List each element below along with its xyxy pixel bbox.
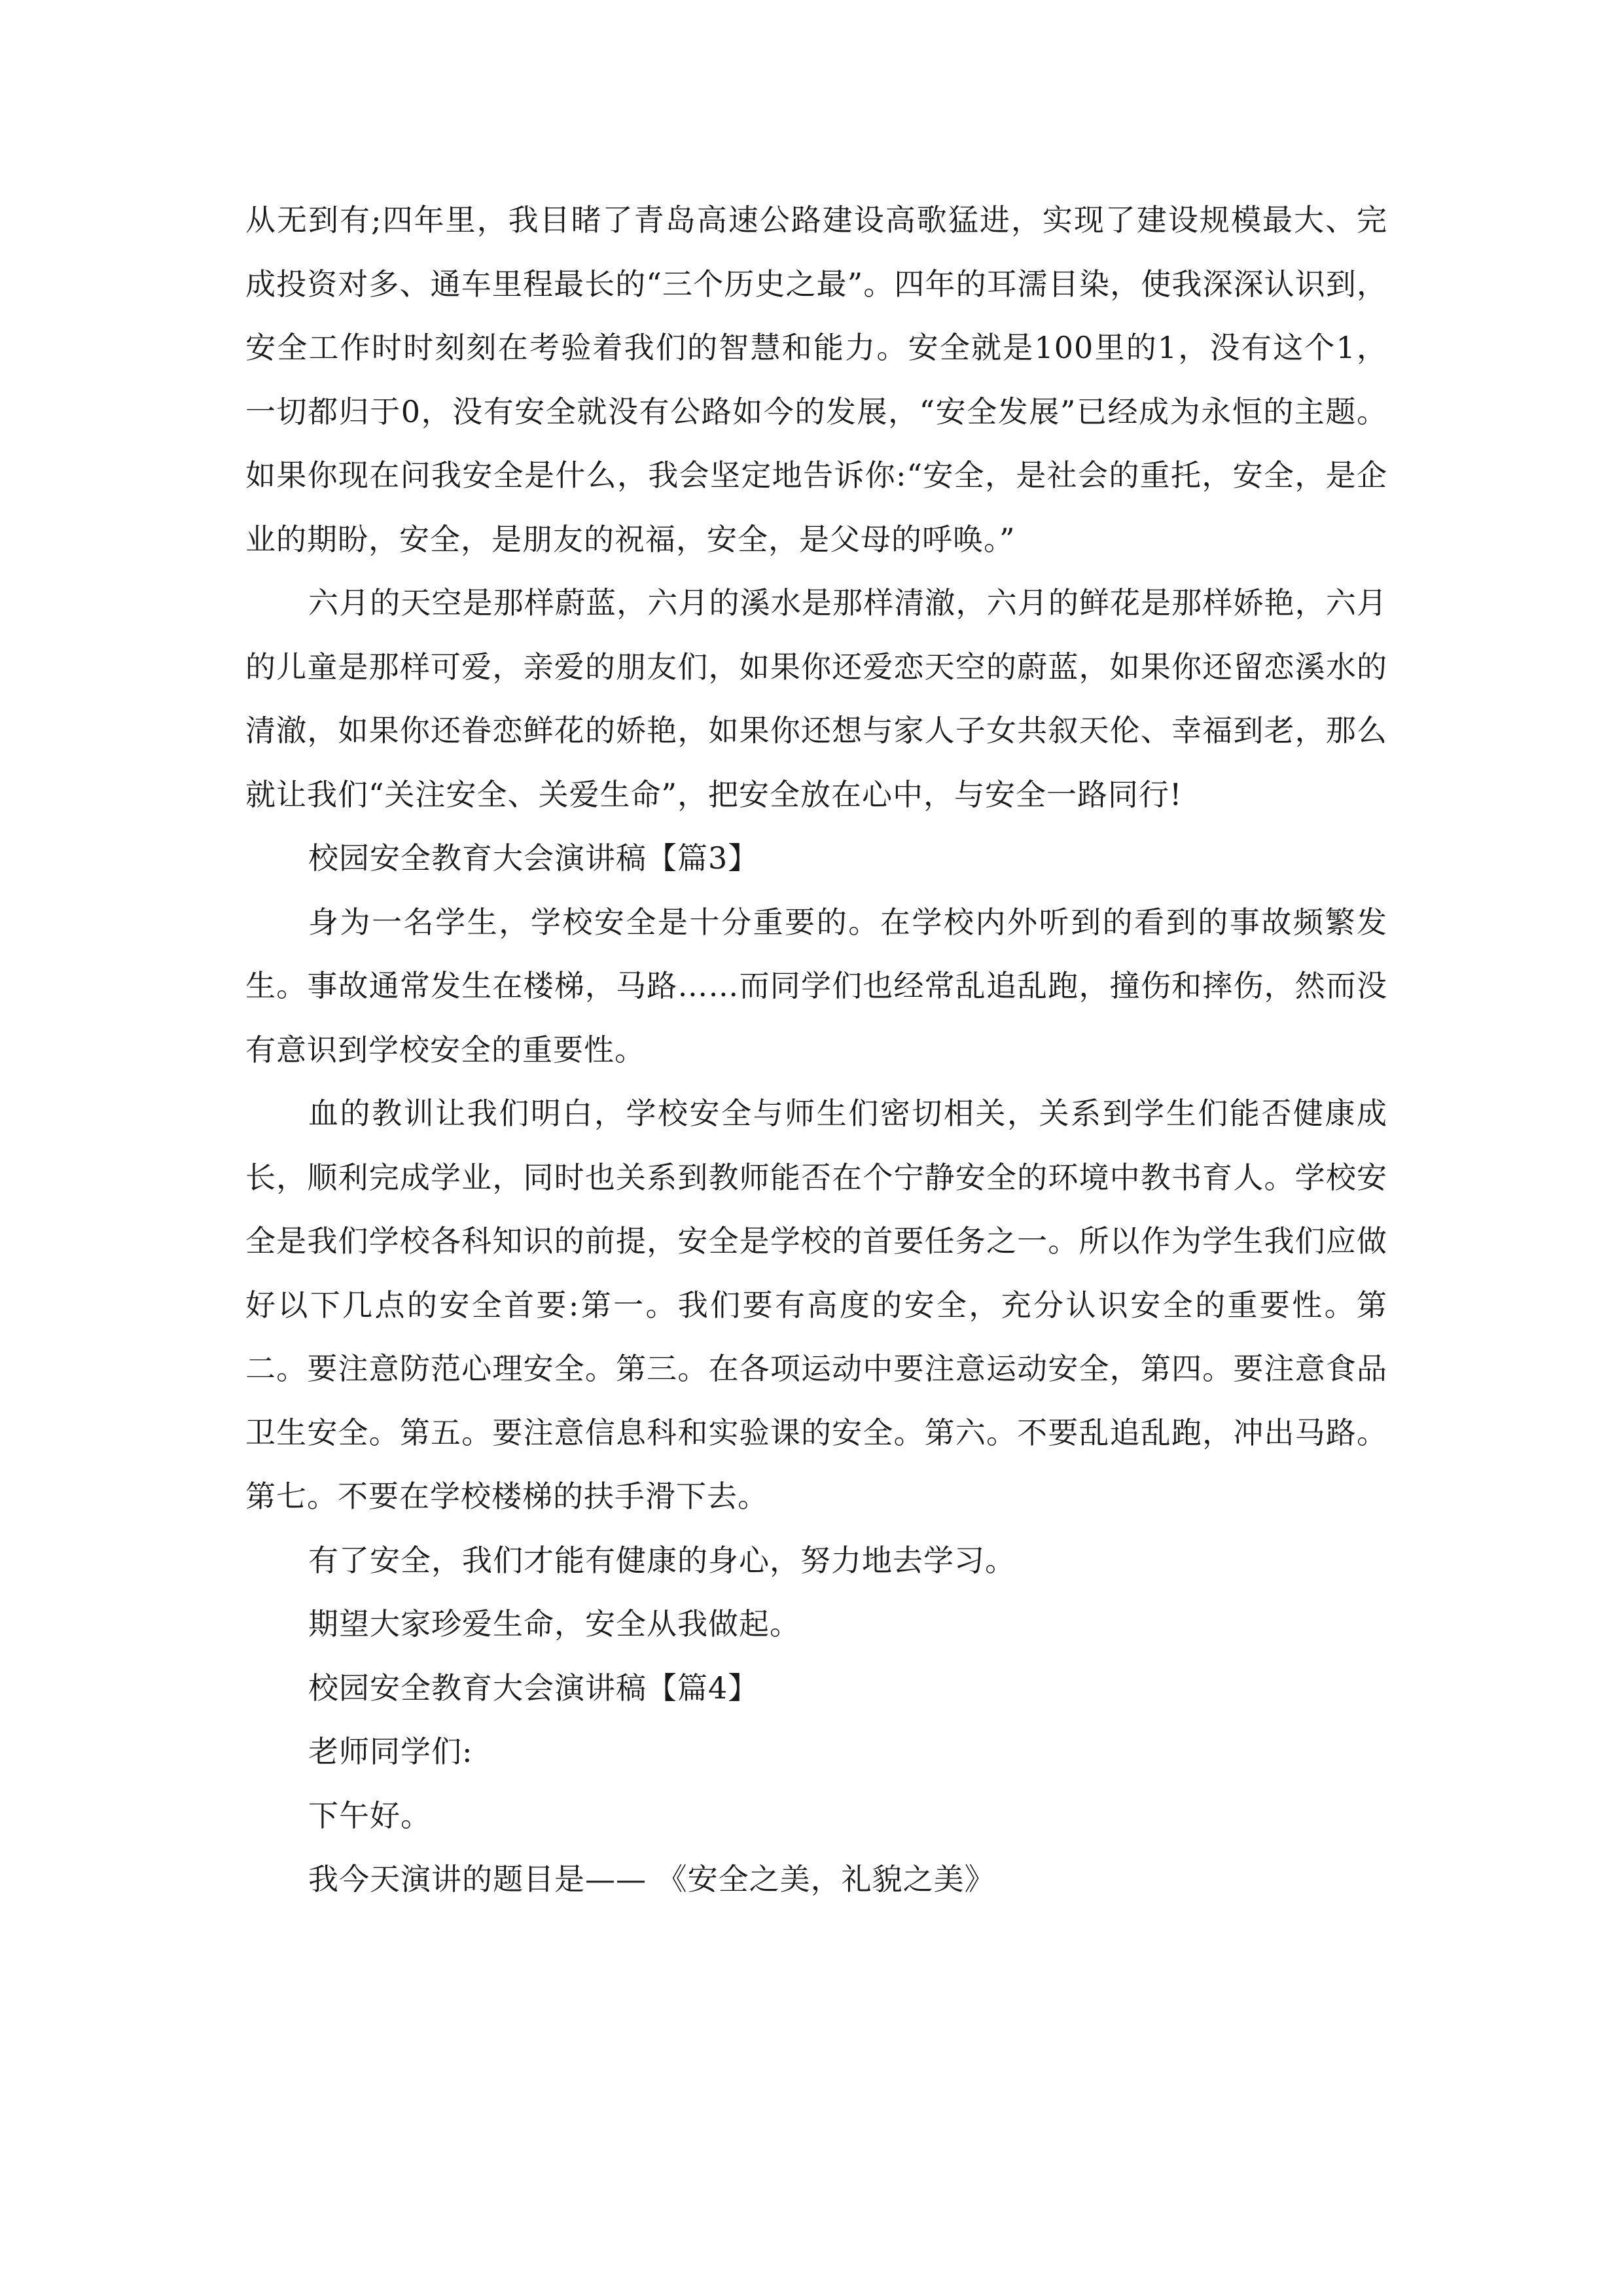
salutation: 老师同学们: (308, 1734, 473, 1769)
paragraph: 血的教训让我们明白，学校安全与师生们密切相关，关系到学生们能否健康成长，顺利完成学业，同时也关系到教师能否在个宁静安全的环境中教书育人。学校安全是我们学校各科知识的前提，安全是学校的首要任务之一。所以作为学生我们应做好以下几点的安全首要:第一。我们要有高度的安全，充分认识安全的重要性。第二。要注意防范心理安全。第三。在各项运动中要注意运动安全，第四。要注意食品卫生安全。第五。要注意信息科和实验课的安全。第六。不要乱追乱跑，冲出马路。第七。不要在学校楼梯的扶手滑下去。 (245, 1096, 1387, 1514)
speech-title-line: 我今天演讲的题目是—— 《安全之美，礼貌之美》 (308, 1861, 995, 1897)
paragraph: 身为一名学生，学校安全是十分重要的。在学校内外听到的看到的事故频繁发生。事故通常发生在楼梯，马路……而同学们也经常乱追乱跑，撞伤和摔伤，然而没有意识到学校安全的重要性。 (245, 904, 1387, 1067)
document-body (245, 188, 1387, 1912)
paragraph: 期望大家珍爱生命，安全从我做起。 (308, 1606, 800, 1641)
section-heading: 校园安全教育大会演讲稿【篇3】 (308, 840, 759, 876)
greeting: 下午好。 (308, 1797, 431, 1833)
paragraph-continued: 从无到有;四年里，我目睹了青岛高速公路建设高歌猛进，实现了建设规模最大、完成投资对多、通车里程最长的“三个历史之最”。四年的耳濡目染，使我深深认识到，安全工作时时刻刻在考验着我们的智慧和能力。安全就是100里的1，没有这个1，一切都归于0，没有安全就没有公路如今的发展，“安全发展”已经成为永恒的主题。如果你现在问我安全是什么，我会坚定地告诉你:“安全，是社会的重托，安全，是企业的期盼，安全，是朋友的祝福，安全，是父母的呼唤。” (245, 202, 1387, 557)
section-heading: 校园安全教育大会演讲稿【篇4】 (308, 1670, 759, 1706)
paragraph: 有了安全，我们才能有健康的身心，努力地去学习。 (308, 1542, 1016, 1578)
paragraph: 六月的天空是那样蔚蓝，六月的溪水是那样清澈，六月的鲜花是那样娇艳，六月的儿童是那样可爱，亲爱的朋友们，如果你还爱恋天空的蔚蓝，如果你还留恋溪水的清澈，如果你还眷恋鲜花的娇艳，如果你还想与家人子女共叙天伦、幸福到老，那么就让我们“关注安全、关爱生命”，把安全放在心中，与安全一路同行! (245, 585, 1387, 812)
